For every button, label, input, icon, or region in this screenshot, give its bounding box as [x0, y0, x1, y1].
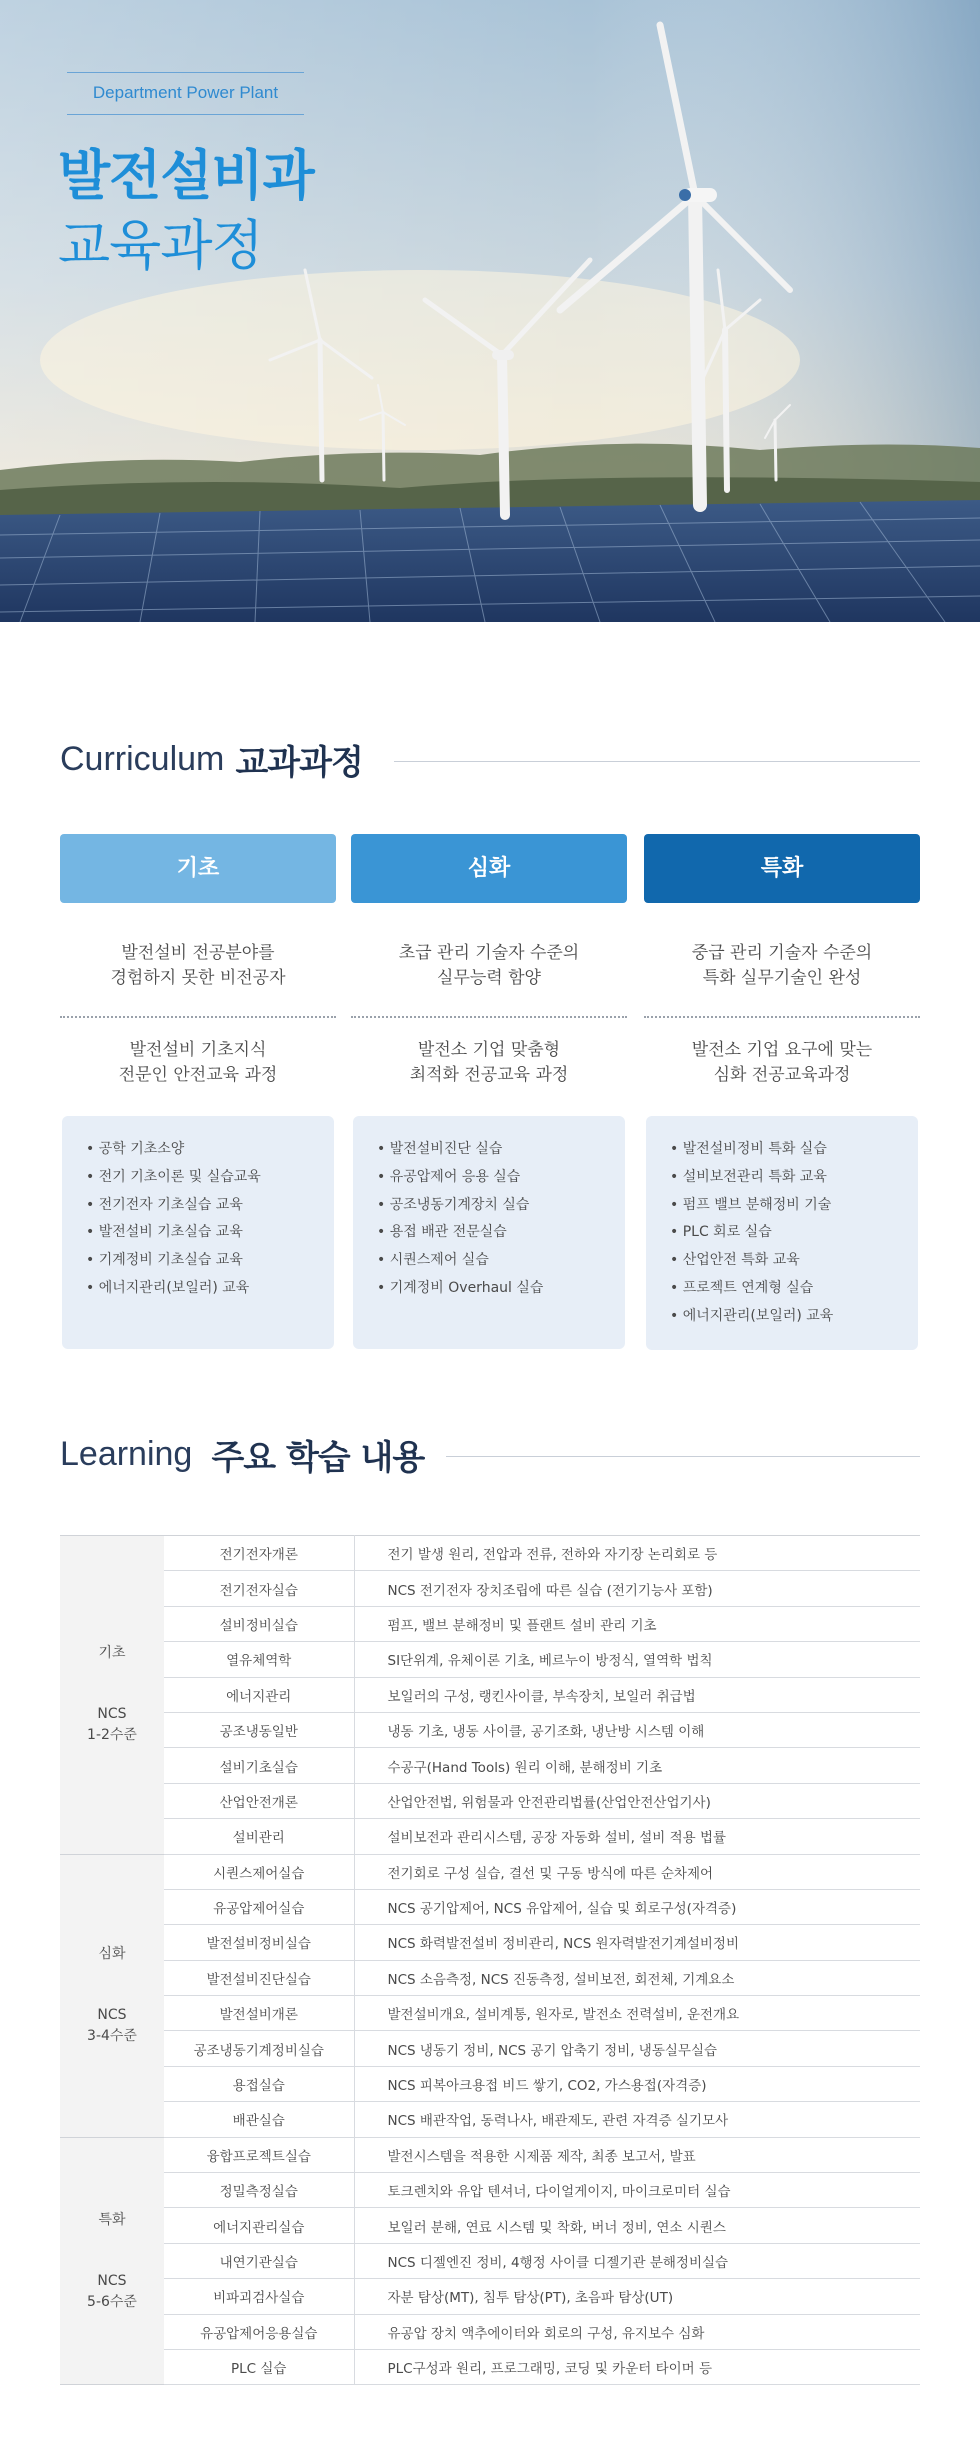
target-line: 특화 실무기술인 완성 [702, 968, 862, 988]
course-item-list [86, 1136, 334, 1303]
subject-cell: 에너지관리실습 [164, 2208, 354, 2243]
content-cell: 냉동 기초, 냉동 사이클, 공기조화, 냉난방 시스템 이해 [354, 1712, 920, 1747]
curriculum-column-specialized [644, 834, 920, 1350]
table-row [60, 1536, 920, 1571]
level-name: 기초 [98, 1645, 126, 1662]
course-item: • PLC 회로 실습 [670, 1219, 918, 1247]
heading-divider [446, 1456, 920, 1457]
ncs-label: NCS [97, 1706, 127, 1723]
course-line: 심화 전공교육과정 [713, 1065, 851, 1085]
course-item: • 공학 기초소양 [86, 1136, 334, 1164]
table-row [60, 2349, 920, 2384]
subject-cell: 유공압제어응용실습 [164, 2314, 354, 2349]
subject-cell: 에너지관리 [164, 1677, 354, 1712]
table-row [60, 1748, 920, 1783]
subject-cell: 공조냉동기계정비실습 [164, 2031, 354, 2066]
learning-heading [60, 1430, 920, 1480]
dotted-divider [60, 1016, 336, 1018]
spacer [60, 1664, 164, 1704]
subject-cell: 배관실습 [164, 2102, 354, 2137]
level-button-specialized[interactable]: 특화 [644, 834, 920, 903]
heading-divider [394, 761, 920, 762]
course-item: • 유공압제어 응용 실습 [377, 1164, 625, 1192]
curriculum-heading-ko: 교과과정 [235, 743, 363, 783]
table-row [60, 2102, 920, 2137]
content-cell: 수공구(Hand Tools) 원리 이해, 분해정비 기초 [354, 1748, 920, 1783]
table-row [60, 2243, 920, 2278]
learning-content-table [60, 1535, 920, 2385]
subject-cell: 유공압제어실습 [164, 1889, 354, 1924]
target-description [60, 941, 336, 991]
curriculum-columns [60, 834, 920, 1350]
content-cell: SI단위계, 유체이론 기초, 베르누이 방정식, 열역학 법칙 [354, 1642, 920, 1677]
subject-cell: 전기전자개론 [164, 1536, 354, 1571]
course-item: • 전기 기초이론 및 실습교육 [86, 1164, 334, 1192]
target-line: 중급 관리 기술자 수준의 [691, 943, 873, 963]
table-row [60, 1819, 920, 1854]
course-item: • 기계정비 Overhaul 실습 [377, 1275, 625, 1303]
content-cell: 보일러 분해, 연료 시스템 및 착화, 버너 정비, 연소 시퀀스 [354, 2208, 920, 2243]
course-item: • 프로젝트 연계형 실습 [670, 1275, 918, 1303]
course-description [351, 1038, 627, 1088]
course-line: 최적화 전공교육 과정 [409, 1065, 569, 1085]
content-cell: NCS 소음측정, NCS 진동측정, 설비보전, 회전체, 기계요소 [354, 1960, 920, 1995]
table-row [60, 2314, 920, 2349]
curriculum-heading [60, 735, 920, 785]
hero-title-line2: 교육과정 [58, 214, 263, 277]
table-row [60, 1925, 920, 1960]
course-item: • 펌프 밸브 분해정비 기술 [670, 1192, 918, 1220]
course-item: • 공조냉동기계장치 실습 [377, 1192, 625, 1220]
table-row [60, 1642, 920, 1677]
subject-cell: 공조냉동일반 [164, 1712, 354, 1747]
content-cell: 발전시스템을 적용한 시제품 제작, 최종 보고서, 발표 [354, 2137, 920, 2172]
table-row [60, 2279, 920, 2314]
level-button-advanced[interactable]: 심화 [351, 834, 627, 903]
content-cell: NCS 화력발전설비 정비관리, NCS 원자력발전기계설비정비 [354, 1925, 920, 1960]
spacer [60, 2231, 164, 2271]
content-cell: NCS 피복아크용접 비드 쌓기, CO2, 가스용접(자격증) [354, 2066, 920, 2101]
learning-heading-en: Learning [60, 1435, 193, 1473]
target-line: 발전설비 전공분야를 [121, 943, 275, 963]
curriculum-column-advanced [351, 834, 627, 1350]
subject-cell: 발전설비진단실습 [164, 1960, 354, 1995]
course-item-box [62, 1116, 334, 1349]
content-cell: NCS 배관작업, 동력나사, 배관제도, 관련 자격증 실기모사 [354, 2102, 920, 2137]
table-row [60, 2208, 920, 2243]
ncs-label: NCS [97, 2007, 127, 2024]
table-row [60, 1960, 920, 1995]
spacer [60, 1965, 164, 2005]
content-cell: 전기 발생 원리, 전압과 전류, 전하와 자기장 논리회로 등 [354, 1536, 920, 1571]
content-cell: 보일러의 구성, 랭킨사이클, 부속장치, 보일러 취급법 [354, 1677, 920, 1712]
table-row [60, 1606, 920, 1641]
curriculum-heading-en: Curriculum [60, 740, 225, 778]
hero-title-line1: 발전설비과 [58, 144, 314, 207]
course-description [60, 1038, 336, 1088]
subject-cell: 열유체역학 [164, 1642, 354, 1677]
ncs-level: 5-6수준 [87, 2293, 137, 2310]
target-line: 실무능력 함양 [437, 968, 541, 988]
subject-cell: 비파괴검사실습 [164, 2279, 354, 2314]
subject-cell: PLC 실습 [164, 2349, 354, 2384]
course-item: • 에너지관리(보일러) 교육 [670, 1303, 918, 1331]
course-item: • 발전설비 기초실습 교육 [86, 1219, 334, 1247]
level-cell [60, 2137, 164, 2385]
dotted-divider [644, 1016, 920, 1018]
level-name: 심화 [98, 1946, 126, 1963]
ncs-level: 3-4수준 [87, 2028, 137, 2045]
target-description [644, 941, 920, 991]
course-item-box [353, 1116, 625, 1349]
subject-cell: 발전설비개론 [164, 1996, 354, 2031]
content-cell: 유공압 장치 액추에이터와 회로의 구성, 유지보수 심화 [354, 2314, 920, 2349]
subject-cell: 설비관리 [164, 1819, 354, 1854]
level-name: 특화 [98, 2211, 126, 2228]
subject-cell: 정밀측정실습 [164, 2173, 354, 2208]
subject-cell: 내연기관실습 [164, 2243, 354, 2278]
content-cell: PLC구성과 원리, 프로그래밍, 코딩 및 카운터 타이머 등 [354, 2349, 920, 2384]
content-cell: 산업안전법, 위험물과 안전관리법률(산업안전산업기사) [354, 1783, 920, 1818]
target-line: 경험하지 못한 비전공자 [110, 968, 286, 988]
content-cell: 발전설비개요, 설비계통, 원자로, 발전소 전력설비, 운전개요 [354, 1996, 920, 2031]
course-line: 발전설비 기초지식 [129, 1040, 267, 1060]
ncs-level: 1-2수준 [87, 1727, 137, 1744]
content-cell: 자분 탐상(MT), 침투 탐상(PT), 초음파 탐상(UT) [354, 2279, 920, 2314]
course-item-list [670, 1136, 918, 1331]
content-cell: NCS 냉동기 정비, NCS 공기 압축기 정비, 냉동실무실습 [354, 2031, 920, 2066]
hero-eyebrow: Department Power Plant [67, 72, 304, 115]
dotted-divider [351, 1016, 627, 1018]
course-item: • 전기전자 기초실습 교육 [86, 1192, 334, 1220]
table-row [60, 1571, 920, 1606]
course-item: • 설비보전관리 특화 교육 [670, 1164, 918, 1192]
course-item-box [646, 1116, 918, 1350]
level-cell [60, 1854, 164, 2137]
table-row [60, 2031, 920, 2066]
course-item: • 시퀀스제어 실습 [377, 1247, 625, 1275]
course-item: • 발전설비정비 특화 실습 [670, 1136, 918, 1164]
subject-cell: 시퀀스제어실습 [164, 1854, 354, 1889]
subject-cell: 설비정비실습 [164, 1606, 354, 1641]
ncs-label: NCS [97, 2272, 127, 2289]
hero-banner [0, 0, 980, 622]
course-item: • 용접 배관 전문실습 [377, 1219, 625, 1247]
content-cell: 설비보전과 관리시스템, 공장 자동화 설비, 설비 적용 법률 [354, 1819, 920, 1854]
target-description [351, 941, 627, 991]
content-cell: NCS 디젤엔진 정비, 4행정 사이클 디젤기관 분해정비실습 [354, 2243, 920, 2278]
table-row [60, 1783, 920, 1818]
table-row [60, 2066, 920, 2101]
table-row [60, 1854, 920, 1889]
course-item-list [377, 1136, 625, 1303]
subject-cell: 전기전자실습 [164, 1571, 354, 1606]
course-line: 발전소 기업 맞춤형 [417, 1040, 561, 1060]
subject-cell: 용접실습 [164, 2066, 354, 2101]
learning-heading-ko: 주요 학습 내용 [211, 1438, 425, 1478]
content-cell: NCS 전기전자 장치조립에 따른 실습 (전기기능사 포함) [354, 1571, 920, 1606]
table-row [60, 1712, 920, 1747]
content-cell: 토크렌치와 유압 텐셔너, 다이얼게이지, 마이크로미터 실습 [354, 2173, 920, 2208]
level-cell [60, 1536, 164, 1855]
table-row [60, 1889, 920, 1924]
course-item: • 발전설비진단 실습 [377, 1136, 625, 1164]
content-cell: 전기회로 구성 실습, 결선 및 구동 방식에 따른 순차제어 [354, 1854, 920, 1889]
content-cell: 펌프, 밸브 분해정비 및 플랜트 설비 관리 기초 [354, 1606, 920, 1641]
course-item: • 산업안전 특화 교육 [670, 1247, 918, 1275]
curriculum-column-basic [60, 834, 336, 1350]
content-cell: NCS 공기압제어, NCS 유압제어, 실습 및 회로구성(자격증) [354, 1889, 920, 1924]
table-row [60, 2137, 920, 2172]
subject-cell: 산업안전개론 [164, 1783, 354, 1818]
table-row [60, 2173, 920, 2208]
subject-cell: 설비기초실습 [164, 1748, 354, 1783]
table-row [60, 1996, 920, 2031]
table-row [60, 1677, 920, 1712]
level-button-basic[interactable]: 기초 [60, 834, 336, 903]
course-item: • 에너지관리(보일러) 교육 [86, 1275, 334, 1303]
target-line: 초급 관리 기술자 수준의 [398, 943, 580, 963]
subject-cell: 발전설비정비실습 [164, 1925, 354, 1960]
course-description [644, 1038, 920, 1088]
learning-table-body [60, 1536, 920, 2385]
course-line: 발전소 기업 요구에 맞는 [691, 1040, 873, 1060]
subject-cell: 융합프로젝트실습 [164, 2137, 354, 2172]
course-item: • 기계정비 기초실습 교육 [86, 1247, 334, 1275]
course-line: 전문인 안전교육 과정 [118, 1065, 278, 1085]
